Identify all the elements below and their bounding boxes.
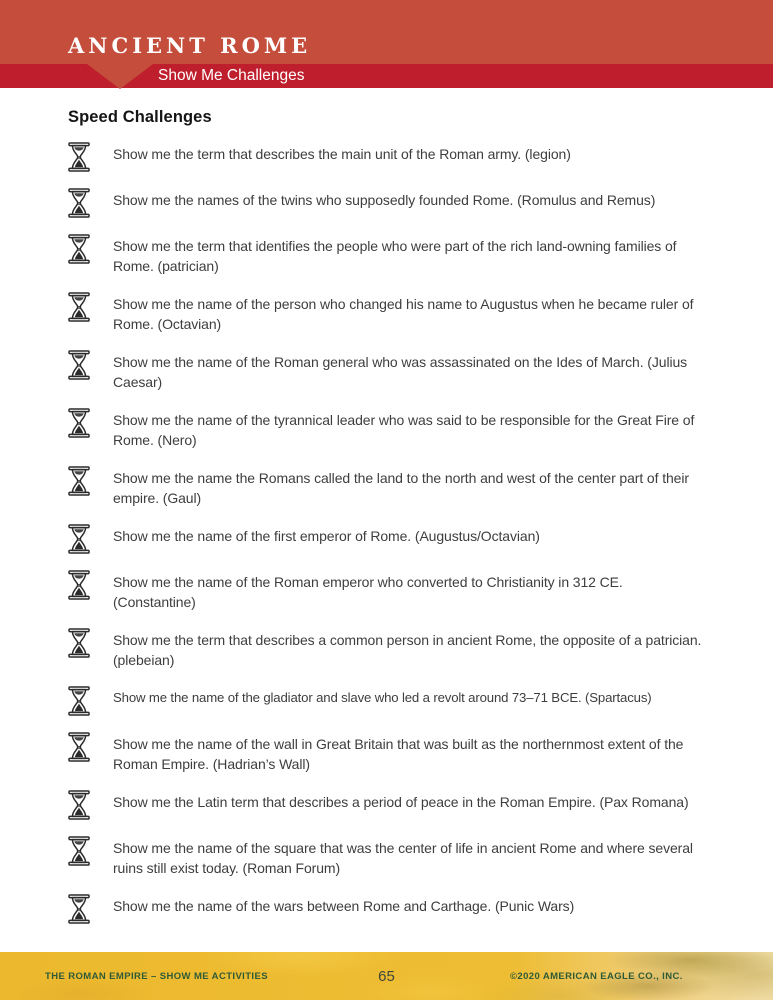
challenge-text: Show me the name of the person who changed his name to Augustus when he became ruler of Rome. (Octavian) — [113, 296, 694, 332]
challenge-row — [68, 235, 708, 276]
challenge-row — [68, 409, 708, 450]
hourglass-icon — [68, 142, 90, 172]
main-content — [68, 108, 708, 941]
hourglass-icon — [68, 234, 90, 264]
challenge-row — [68, 733, 708, 774]
header-band — [0, 0, 773, 64]
page-title: ANCIENT ROME — [68, 33, 312, 58]
hourglass-icon — [68, 836, 90, 866]
challenge-list — [68, 143, 708, 924]
footer-band — [0, 952, 773, 1000]
hourglass-icon — [68, 408, 90, 438]
hourglass-icon — [68, 790, 90, 820]
challenge-text: Show me the term that identifies the people who were part of the rich land-owning families of Rome. (patrician) — [113, 238, 677, 274]
challenge-text: Show me the term that describes the main unit of the Roman army. (legion) — [113, 146, 571, 162]
hourglass-icon — [68, 628, 90, 658]
challenge-row — [68, 143, 708, 172]
challenge-row — [68, 791, 708, 820]
page-subtitle: Show Me Challenges — [158, 67, 305, 84]
challenge-text: Show me the name of the square that was the center of life in ancient Rome and where several ruins still exist today. (Roman Forum) — [113, 840, 693, 876]
challenge-text: Show me the name of the tyrannical leader who was said to be responsible for the Great Fire of Rome. (Nero) — [113, 412, 695, 448]
challenge-row — [68, 629, 708, 670]
challenge-text: Show me the name of the Roman emperor who converted to Christianity in 312 CE. (Constantine) — [113, 574, 623, 610]
challenge-row — [68, 687, 708, 716]
challenge-row — [68, 351, 708, 392]
challenge-text: Show me the name of the first emperor of Rome. (Augustus/Octavian) — [113, 528, 540, 544]
challenge-row — [68, 837, 708, 878]
challenge-text: Show me the Latin term that describes a period of peace in the Roman Empire. (Pax Romana) — [113, 794, 689, 810]
footer-copyright: ©2020 AMERICAN EAGLE CO., INC. — [510, 970, 683, 982]
challenge-row — [68, 189, 708, 218]
challenge-text: Show me the name of the wars between Rome and Carthage. (Punic Wars) — [113, 898, 575, 914]
hourglass-icon — [68, 350, 90, 380]
challenge-row — [68, 525, 708, 554]
challenge-text: Show me the name of the Roman general who was assassinated on the Ides of March. (Julius Caesar) — [113, 354, 688, 390]
hourglass-icon — [68, 686, 90, 716]
challenge-row — [68, 895, 708, 924]
hourglass-icon — [68, 466, 90, 496]
challenge-text: Show me the name of the wall in Great Britain that was built as the northernmost extent of the Roman Empire. (Hadrian’s Wall) — [113, 736, 684, 772]
hourglass-icon — [68, 292, 90, 322]
challenge-row — [68, 293, 708, 334]
hourglass-icon — [68, 570, 90, 600]
challenge-text: Show me the names of the twins who supposedly founded Rome. (Romulus and Remus) — [113, 192, 656, 208]
challenge-row — [68, 467, 708, 508]
challenge-text: Show me the term that describes a common person in ancient Rome, the opposite of a patrician. (plebeian) — [113, 632, 702, 668]
section-heading: Speed Challenges — [68, 108, 212, 126]
challenge-row — [68, 571, 708, 612]
footer-book-title: THE ROMAN EMPIRE – SHOW ME ACTIVITIES — [45, 970, 268, 982]
challenge-text: Show me the name of the gladiator and slave who led a revolt around 73–71 BCE. (Spartacus) — [113, 690, 652, 705]
hourglass-icon — [68, 188, 90, 218]
hourglass-icon — [68, 732, 90, 762]
hourglass-icon — [68, 894, 90, 924]
challenge-text: Show me the name the Romans called the land to the north and west of the center part of their empire. (Gaul) — [113, 470, 689, 506]
page-number: 65 — [378, 967, 395, 985]
hourglass-icon — [68, 524, 90, 554]
